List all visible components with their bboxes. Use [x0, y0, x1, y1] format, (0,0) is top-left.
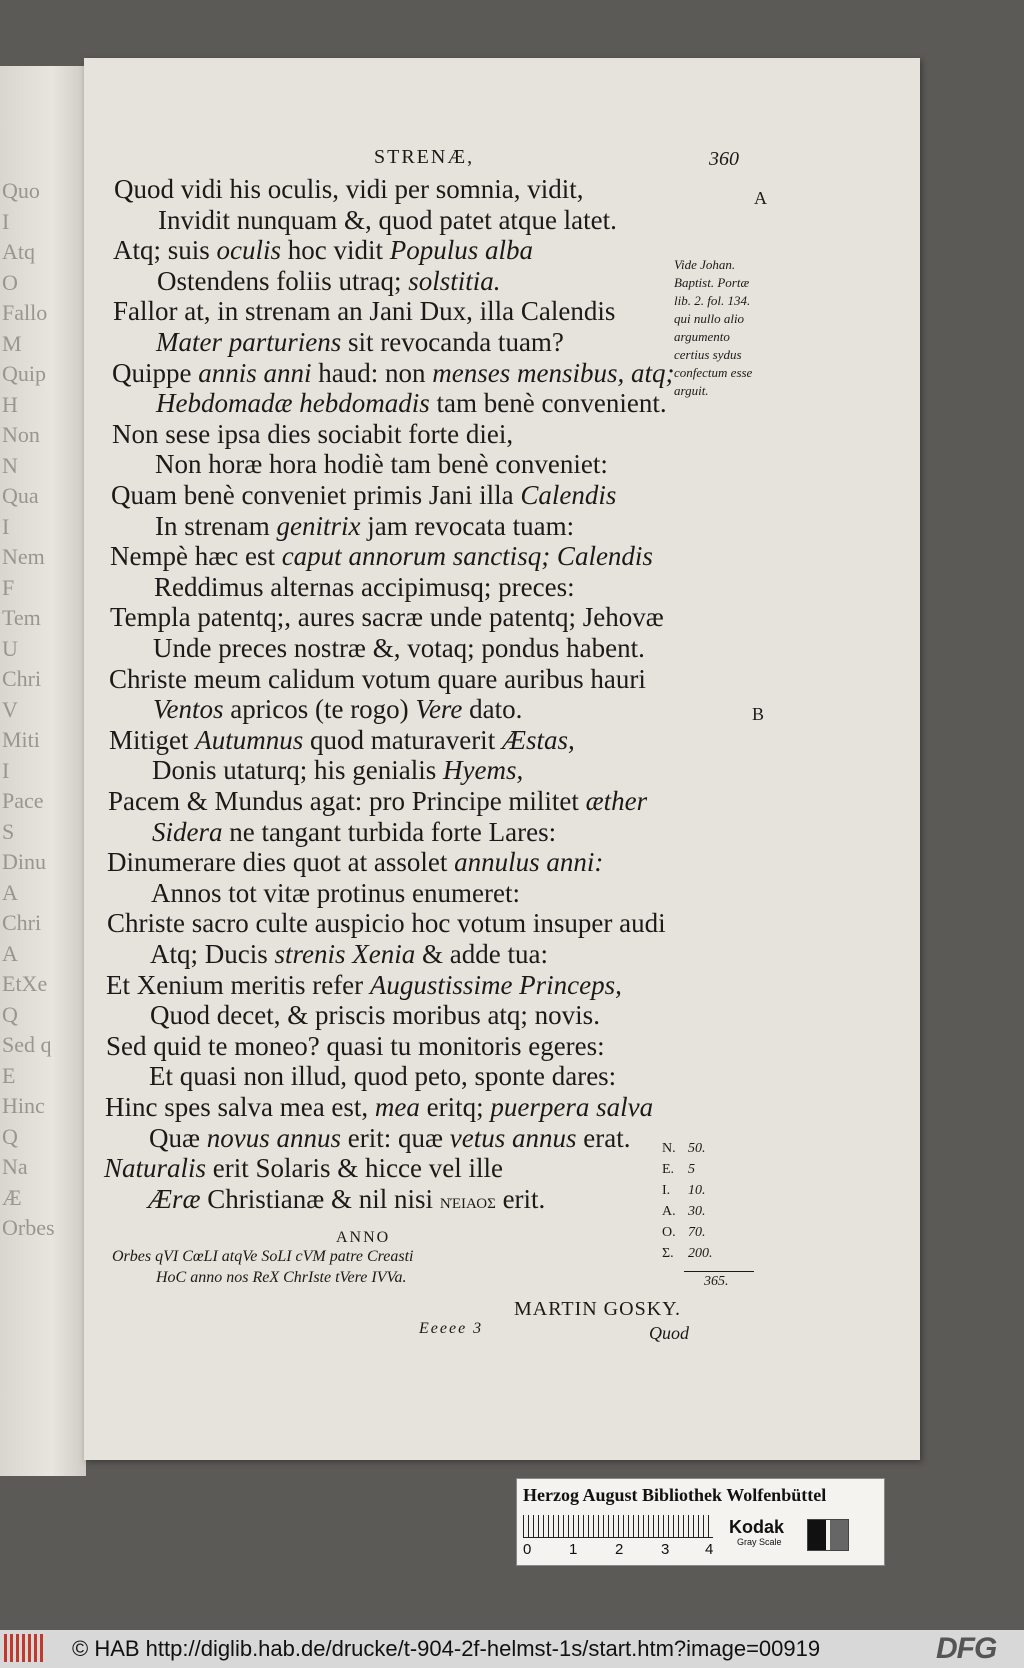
footer-bar: [0, 1630, 1024, 1668]
verse-text: Æræ: [148, 1183, 201, 1214]
verse-line: [113, 296, 615, 326]
verse-text: Non horæ hora hodiè tam benè conveniet:: [155, 449, 608, 480]
verse-line: [107, 878, 520, 908]
verse-text: caput annorum sanctisq; Calendis: [281, 541, 653, 572]
verse-text: erit Solaris & hicce vel ille: [206, 1153, 503, 1184]
verse-text: Christe sacro culte auspicio hoc votum insuper audi: [107, 908, 666, 939]
gray-scale-label: Gray Scale: [737, 1537, 782, 1547]
verse-text: hoc vidit: [281, 235, 390, 266]
verse-line: [112, 327, 564, 357]
verse-line: [114, 205, 617, 235]
verse-text: Donis utaturq; his genialis: [152, 755, 443, 786]
footer-url[interactable]: © HAB http://diglib.hab.de/drucke/t-904-2f-helmst-1s/start.htm?image=00919: [72, 1636, 821, 1661]
prev-page-letter: H: [2, 391, 18, 417]
verse-text: eritq;: [419, 1092, 491, 1122]
prev-page-letter: Pace: [2, 788, 44, 813]
verse-text: genitrix: [276, 510, 361, 541]
chronogram-line-2: HoC anno nos ReX ChrIste tVere IVVa.: [156, 1269, 407, 1286]
prev-page-letter: EtXe: [2, 971, 48, 996]
verse-text: novus annus: [206, 1122, 342, 1153]
verse-text: Unde preces nostræ &, votaq; pondus habent.: [153, 633, 645, 663]
verse-line: [108, 755, 523, 785]
prev-page-letter: Sed q: [2, 1032, 52, 1057]
barcode-icon: [4, 1634, 46, 1662]
verse-line: [104, 1153, 503, 1183]
verse-line: [112, 388, 667, 418]
verse-text: Naturalis: [104, 1153, 207, 1184]
verse-text: Dinumerare dies quot at assolet: [107, 847, 455, 878]
running-head: STRENÆ,: [374, 146, 475, 168]
prev-page-letter: Atq: [2, 239, 35, 264]
verse-line: [106, 970, 622, 1000]
verse-text: Quod vidi his oculis, vidi per somnia, vidit,: [114, 174, 584, 204]
previous-page-edge: [0, 66, 86, 1476]
numeral-letter: N.: [662, 1141, 676, 1156]
prev-page-letter: S: [2, 818, 15, 844]
numeral-value: 10.: [688, 1183, 706, 1198]
verse-text: jam revocata tuam:: [360, 510, 575, 541]
section-letter-a: A: [754, 188, 767, 208]
prev-page-letter: Tem: [2, 605, 41, 630]
prev-page-letter: V: [2, 696, 18, 722]
verse-line: [110, 572, 575, 602]
verse-text: Quæ: [149, 1122, 207, 1153]
library-label: [516, 1478, 885, 1566]
prev-page-letter: O: [2, 269, 18, 295]
prev-page-letter: Na: [2, 1154, 28, 1179]
verse-text: Æstas,: [501, 724, 575, 755]
numeral-row: [662, 1204, 706, 1220]
verse-line: [111, 449, 608, 479]
scale-number: 0: [523, 1541, 532, 1558]
prev-page-letter: Orbes: [2, 1215, 55, 1240]
numeral-letter: Σ.: [662, 1246, 674, 1261]
anno-heading: ANNO: [336, 1229, 391, 1246]
verse-line: [110, 541, 653, 571]
verse-line: [108, 817, 556, 847]
numeral-value: 50.: [688, 1141, 706, 1156]
verse-text: erit: quæ: [341, 1122, 450, 1153]
verse-text: Sidera: [152, 816, 223, 847]
catchword: Quod: [649, 1323, 689, 1343]
numeral-row: [662, 1162, 695, 1178]
numeral-letter: O.: [662, 1225, 676, 1240]
verse-text: Quod decet, & priscis moribus atq; novis.: [150, 1000, 600, 1031]
verse-line: [105, 1123, 630, 1153]
verse-line: [109, 725, 575, 755]
prev-page-letter: Fallo: [2, 300, 48, 325]
verse-text: Hyems,: [442, 755, 524, 786]
verse-text: Christe meum calidum votum quare auribus hauri: [109, 663, 646, 694]
signature-mark: Eeeee 3: [419, 1320, 484, 1337]
numeral-letter: A.: [662, 1204, 676, 1219]
book-page: [84, 58, 920, 1460]
verse-text: Quam benè conveniet primis Jani illa: [111, 480, 521, 510]
scale-number: 1: [569, 1541, 578, 1558]
verse-text: Pacem & Mundus agat: pro Principe militet: [108, 786, 586, 816]
marginal-note: Vide Johan. Baptist. Portæ lib. 2. fol. 134. qui nullo alio argumento certius sydus confectum esse arguit.: [674, 257, 753, 398]
verse-line: [112, 358, 674, 388]
author-name: MARTIN GOSKY.: [514, 1298, 682, 1320]
verse-text: Ventos: [153, 694, 224, 725]
numeral-row: [662, 1246, 713, 1262]
prev-page-letter: A: [2, 940, 18, 966]
prev-page-letter: Nem: [2, 544, 45, 569]
verse-text: solstitia.: [408, 265, 501, 296]
numeral-letter: I.: [662, 1183, 671, 1198]
verse-text: quod maturaverit: [303, 724, 502, 755]
prev-page-letter: A: [2, 879, 18, 905]
verse-line: [107, 847, 603, 877]
numeral-row: [662, 1183, 706, 1199]
verse-line: [109, 694, 522, 724]
verse-text: Annos tot vitæ protinus enumeret:: [151, 877, 520, 908]
verse-text: sit revocanda tuam?: [341, 327, 564, 357]
verse-line: [110, 602, 664, 632]
verse-text: erat.: [576, 1122, 631, 1153]
verse-text: Christianæ & nil nisi: [200, 1183, 440, 1214]
prev-page-letter: F: [2, 574, 15, 600]
prev-page-letter: Q: [2, 1001, 18, 1027]
verse-text: dato.: [462, 694, 523, 725]
prev-page-letter: Quip: [2, 361, 46, 386]
verse-line: [109, 633, 645, 663]
verse-line: [105, 1061, 616, 1091]
verse-line: [111, 511, 574, 541]
verse-line: [104, 1184, 545, 1216]
prev-page-letter: Miti: [2, 727, 40, 752]
prev-page-letter: Q: [2, 1123, 18, 1149]
verse-text: Vere: [415, 694, 463, 725]
prev-page-letter: Hinc: [2, 1093, 45, 1118]
verse-text: Hinc spes salva mea est,: [105, 1092, 375, 1122]
prev-page-letter: E: [2, 1062, 16, 1088]
verse-text: ne tangant turbida forte Lares:: [222, 816, 557, 847]
verse-text: erit.: [495, 1183, 546, 1214]
verse-line: [113, 235, 533, 265]
verse-text: Mater parturiens: [156, 327, 342, 357]
verse-text: Invidit nunquam &, quod patet atque latet.: [158, 204, 617, 235]
page-number: 360: [709, 148, 739, 170]
verse-text: puerpera salva: [490, 1092, 654, 1122]
prev-page-letter: Dinu: [2, 849, 46, 874]
prev-page-letter: Chri: [2, 910, 42, 935]
verse-text: Calendis: [520, 480, 617, 510]
verse-line: [106, 1031, 605, 1061]
verse-text: mea: [374, 1092, 420, 1122]
verse-text: Augustissime Princeps,: [369, 969, 622, 1000]
verse-text: haud: non: [311, 357, 433, 388]
prev-page-letter: Æ: [2, 1184, 22, 1210]
verse-line: [112, 419, 513, 449]
verse-text: Templa patentq;, aures sacræ unde patentq; Jehovæ: [110, 602, 664, 633]
verse-text: Mitiget: [109, 724, 196, 755]
verse-text: annulus anni:: [454, 847, 604, 878]
dfg-logo: DFG: [936, 1632, 997, 1665]
verse-text: Atq; suis: [113, 235, 217, 266]
numeral-value: 5: [688, 1162, 695, 1177]
verse-text: vetus annus: [449, 1122, 577, 1153]
verse-text: oculis: [216, 235, 282, 266]
scale-ruler: [523, 1515, 713, 1538]
verse-line: [113, 266, 501, 296]
library-name: Herzog August Bibliothek Wolfenbüttel: [523, 1485, 827, 1505]
verse-line: [111, 480, 616, 510]
verse-text: menses mensibus, atq;: [432, 357, 675, 388]
verse-text: æther: [585, 786, 648, 816]
verse-text: In strenam: [155, 510, 277, 541]
numeral-row: [662, 1141, 706, 1157]
verse-text: Et Xenium meritis refer: [106, 969, 370, 1000]
prev-page-letter: I: [2, 208, 10, 234]
verse-line: [108, 786, 647, 816]
prev-page-letter: Non: [2, 422, 40, 447]
scale-number: 2: [615, 1541, 624, 1558]
numeral-value: 70.: [688, 1225, 706, 1240]
verse-text: Fallor at, in strenam an Jani Dux, illa Calendis: [113, 296, 616, 327]
verse-line: [114, 174, 583, 204]
verse-text: Nempè hæc est: [110, 541, 282, 572]
prev-page-letter: N: [2, 452, 18, 478]
verse-line: [106, 1000, 600, 1030]
verse-text: strenis Xenia: [274, 939, 416, 969]
verse-text: Autumnus: [195, 724, 304, 755]
verse-text: νέιαοσ: [439, 1187, 496, 1213]
verse-text: Atq; Ducis: [150, 939, 275, 969]
numeral-value: 30.: [688, 1204, 706, 1219]
numeral-row: [662, 1225, 706, 1241]
verse-text: Sed quid te moneo? quasi tu monitoris egeres:: [106, 1030, 605, 1061]
verse-text: Non sese ipsa dies sociabit forte diei,: [112, 418, 514, 449]
numeral-sum: 365.: [704, 1274, 729, 1289]
verse-text: Reddimus alternas accipimusq; preces:: [154, 571, 575, 602]
verse-text: Et quasi non illud, quod peto, sponte dares:: [149, 1061, 617, 1092]
prev-page-letter: I: [2, 513, 10, 539]
prev-page-letter: Quo: [2, 178, 40, 203]
scale-number: 3: [661, 1541, 670, 1558]
prev-page-letter: U: [2, 635, 18, 661]
prev-page-letter: Qua: [2, 483, 39, 508]
verse-text: Ostendens foliis utraq;: [157, 265, 409, 296]
prev-page-letter: I: [2, 757, 10, 783]
kodak-brand: Kodak: [729, 1517, 785, 1537]
verse-text: apricos (te rogo): [223, 694, 416, 725]
verse-text: annis anni: [198, 357, 312, 388]
section-letter-b: B: [752, 704, 765, 724]
verse-text: Populus alba: [389, 235, 534, 266]
verse-text: & adde tua:: [415, 939, 548, 969]
verse-text: Quippe: [112, 357, 199, 388]
verse-line: [109, 664, 646, 694]
verse-line: [107, 908, 666, 938]
gray-patch: [807, 1519, 849, 1551]
numeral-letter: E.: [662, 1162, 675, 1177]
prev-page-letter: Chri: [2, 666, 42, 691]
scale-number: 4: [705, 1541, 714, 1558]
numeral-value: 200.: [688, 1246, 713, 1261]
prev-page-letter: M: [2, 330, 22, 356]
verse-text: Hebdomadæ hebdomadis: [156, 388, 430, 419]
chronogram-line-1: Orbes qVI CœLI atqVe SoLI cVM patre Creasti: [112, 1248, 414, 1265]
verse-line: [106, 939, 548, 969]
verse-line: [105, 1092, 653, 1122]
verse-text: tam benè convenient.: [429, 388, 667, 419]
sum-rule: [684, 1271, 754, 1272]
